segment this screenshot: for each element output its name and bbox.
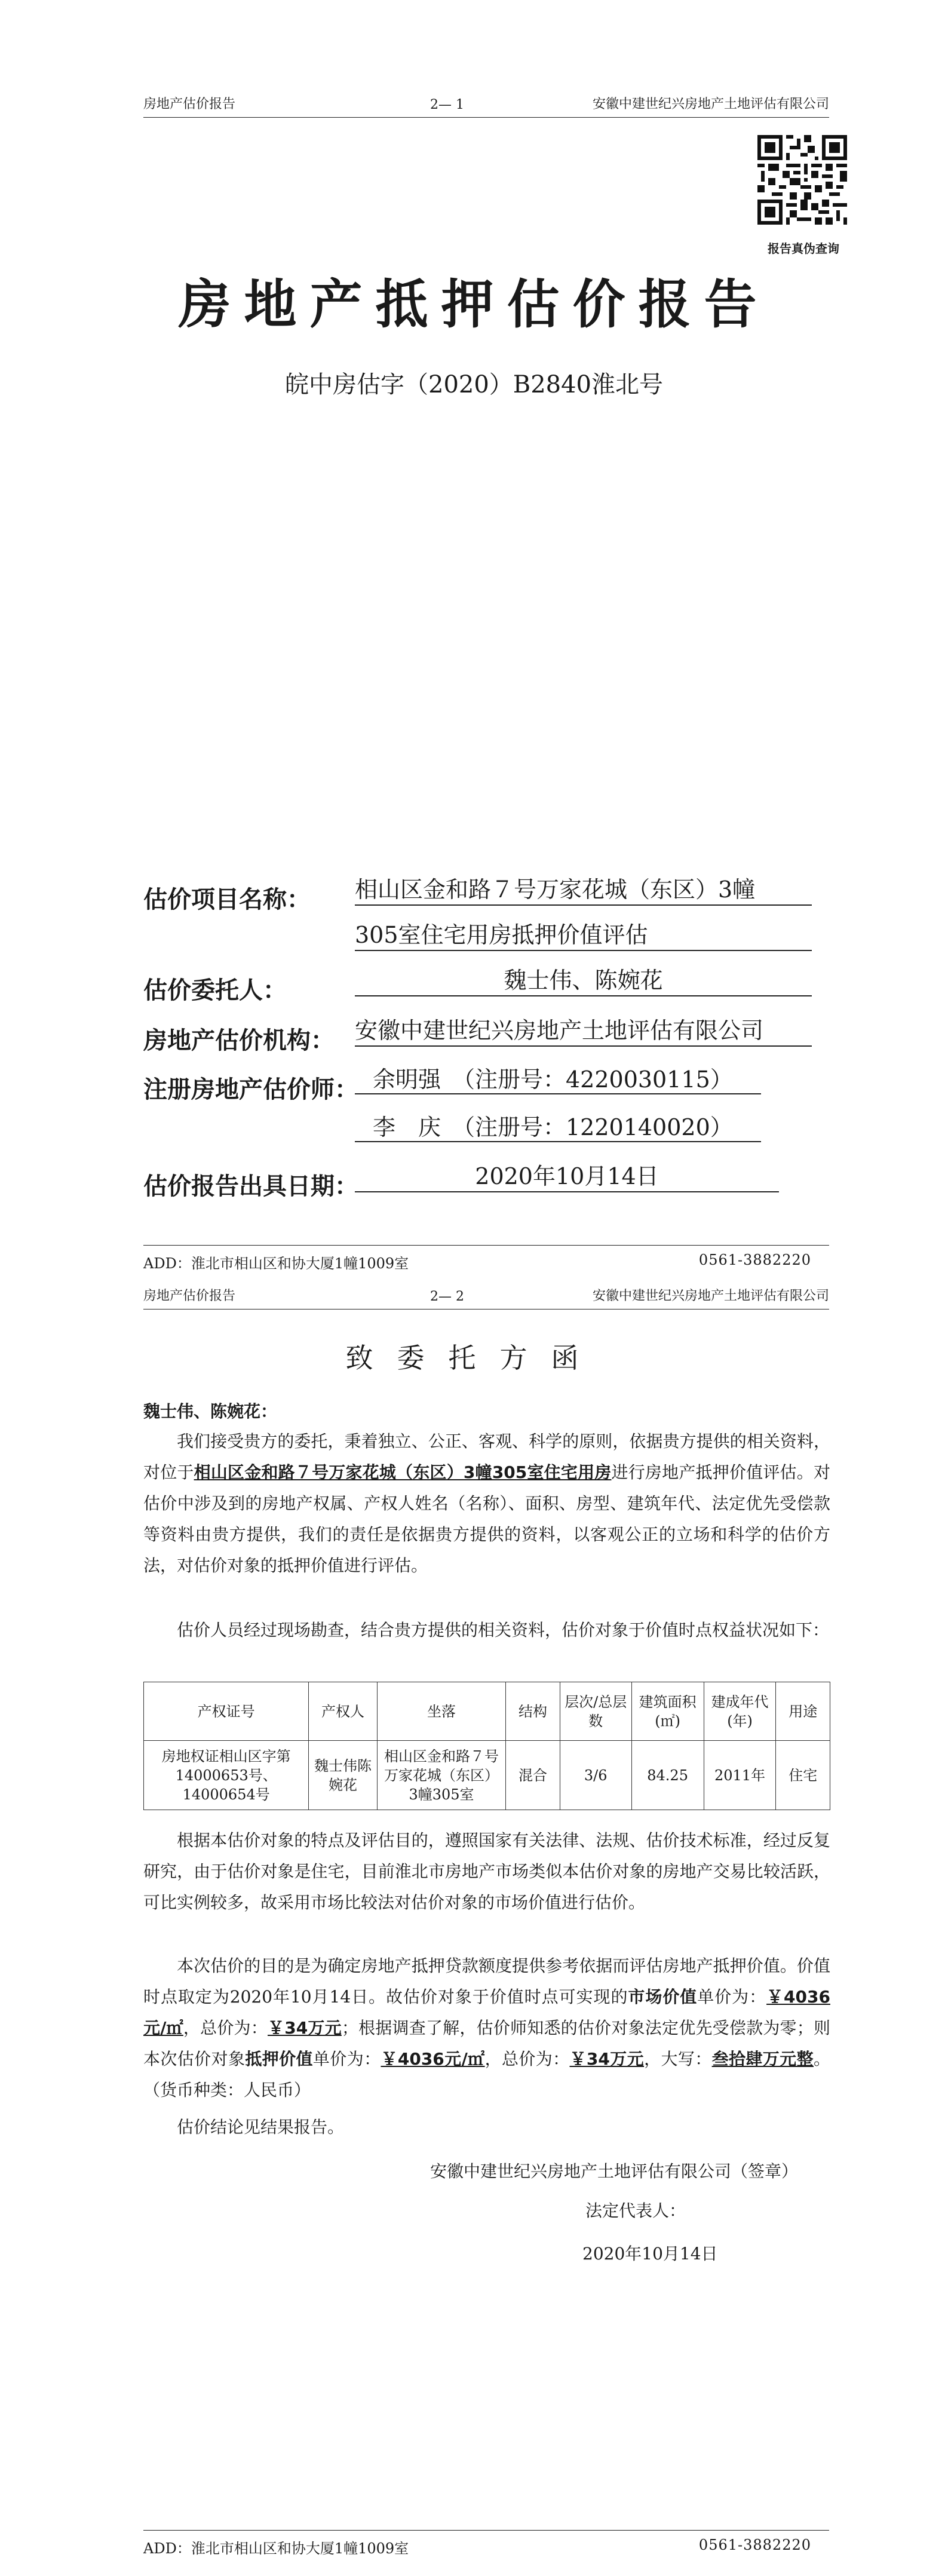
cell-floor: 3/6 — [560, 1741, 631, 1810]
property-address-emphasis: 相山区金和路７号万家花城（东区）3幢305室住宅用房 — [194, 1462, 612, 1482]
header-company: 安徽中建世纪兴房地产土地评估有限公司 — [592, 1289, 829, 1304]
agency-label: 房地产估价机构： — [143, 1027, 335, 1054]
signature-company: 安徽中建世纪兴房地产土地评估有限公司（签章） — [430, 2161, 799, 2181]
report-cover-page — [0, 0, 948, 1287]
cell-owner: 魏士伟陈婉花 — [309, 1741, 377, 1810]
cell-certificate: 房地权证相山区字第14000653号、14000654号 — [144, 1741, 309, 1810]
col-header: 用途 — [776, 1682, 830, 1741]
paragraph-method: 根据本估价对象的特点及评估目的，遵照国家有关法律、法规、估价技术标准，经过反复研究，由于估价对象是住宅，目前淮北市房地产市场类似本估价对象的房地产交易比较活跃，可比实例较多，故采用市场比较法对估价对象的市场价值进行估价。 — [143, 1830, 830, 1912]
page-header — [143, 96, 829, 118]
p4-text: ，总价为： — [183, 2018, 268, 2038]
client-value: 魏士伟、陈婉花 — [355, 965, 812, 996]
project-name-value: 相山区金和路７号万家花城（东区）3幢 — [355, 875, 812, 906]
p4-text: ，大写： — [644, 2049, 712, 2069]
header-left: 房地产估价报告 — [143, 1289, 236, 1304]
project-name-value-line2: 305室住宅用房抵押价值评估 — [355, 920, 812, 951]
agency-value: 安徽中建世纪兴房地产土地评估有限公司 — [355, 1016, 812, 1047]
paragraph-commission — [143, 1426, 830, 1581]
report-title: 房地产抵押估价报告 — [178, 274, 770, 335]
mortgage-unit-price: ￥4036元/㎡ — [381, 2049, 485, 2069]
cell-year: 2011年 — [704, 1741, 776, 1810]
paragraph-conclusion — [143, 1951, 830, 2106]
col-header: 坐落 — [377, 1682, 506, 1741]
letter-title: 致委托方函 — [345, 1342, 603, 1374]
signature-date: 2020年10月14日 — [582, 2244, 718, 2264]
appraiser-2: 李 庆 （注册号：1220140020） — [355, 1112, 761, 1142]
p4-text: 本次估价的目的是为确定房地产抵押贷款额度提供参考依据而评估房地产抵押价值。价值时点取定为2020年10月14日。故估价对象于价值时点可实现的 — [143, 1956, 830, 2007]
footer-phone: 0561-3882220 — [698, 2537, 811, 2553]
market-value-label: 市场价值 — [628, 1987, 698, 2007]
col-header: 建成年代(年) — [704, 1682, 776, 1741]
appraiser-label: 注册房地产估价师： — [143, 1076, 358, 1103]
property-table — [143, 1682, 830, 1810]
paragraph-see-results: 估价结论见结果报告。 — [177, 2117, 345, 2137]
market-unit-price: ￥4036元/㎡ — [143, 1987, 830, 2038]
page-footer — [143, 1245, 829, 1281]
appraiser-1: 余明强 （注册号：4220030115） — [355, 1065, 761, 1094]
table-row — [144, 1741, 830, 1810]
col-header: 产权人 — [309, 1682, 377, 1741]
cell-location: 相山区金和路７号万家花城（东区）3幢305室 — [377, 1741, 506, 1810]
p4-text: ；根据调查了解，估价师知悉的估价对象法定优先受偿款为零；则本次估价对象 — [143, 2018, 830, 2069]
footer-address: ADD：淮北市相山区和协大厦1幢1009室 — [143, 1255, 409, 1272]
signature-legal-rep: 法定代表人： — [585, 2201, 686, 2221]
footer-address: ADD：淮北市相山区和协大厦1幢1009室 — [143, 2540, 409, 2557]
market-total-price: ￥34万元 — [268, 2018, 342, 2038]
header-left: 房地产估价报告 — [143, 97, 236, 112]
col-header: 层次/总层数 — [560, 1682, 631, 1741]
p1-text-rest: 进行房地产抵押价值评估。对估价中涉及到的房地产权属、产权人姓名（名称）、面积、房型、建筑年代、法定优先受偿款等资料由贵方提供，我们的责任是依据贵方提供的资料，以客观公正的立场和科学的估价方法，对估价对象的抵押价值进行评估。 — [143, 1462, 830, 1575]
p4-text: 单价为： — [697, 1987, 767, 2007]
cell-structure: 混合 — [506, 1741, 560, 1810]
mortgage-total-price: ￥34万元 — [569, 2049, 645, 2069]
report-date-label: 估价报告出具日期： — [143, 1173, 358, 1200]
header-company: 安徽中建世纪兴房地产土地评估有限公司 — [592, 97, 829, 112]
mortgage-value-label: 抵押价值 — [245, 2049, 313, 2069]
header-page-number: 2— 2 — [430, 1289, 464, 1304]
p1-text: 我们接受贵方的委托，秉着独立、公正、客观、科学的原则，依据贵方提供的相关资料，对位于 — [143, 1431, 830, 1482]
salutation: 魏士伟、陈婉花： — [143, 1402, 278, 1421]
page-header — [143, 1287, 829, 1310]
page-footer — [143, 2530, 829, 2566]
cell-use: 住宅 — [776, 1741, 830, 1810]
table-header-row — [144, 1682, 830, 1741]
p4-text: ，总价为： — [484, 2049, 570, 2069]
footer-phone: 0561-3882220 — [698, 1252, 811, 1268]
cell-area: 84.25 — [631, 1741, 704, 1810]
report-date-value: 2020年10月14日 — [355, 1161, 779, 1192]
qr-code-icon[interactable] — [757, 135, 847, 225]
paragraph-inspection: 估价人员经过现场勘查，结合贵方提供的相关资料，估价对象于价值时点权益状况如下： — [177, 1620, 830, 1640]
header-page-number: 2— 1 — [430, 97, 464, 112]
document-number: 皖中房估字（2020）B2840淮北号 — [285, 371, 663, 398]
qr-caption: 报告真伪查询 — [768, 241, 839, 256]
project-name-label: 估价项目名称： — [143, 886, 311, 913]
client-label: 估价委托人： — [143, 977, 287, 1004]
col-header: 建筑面积(㎡) — [631, 1682, 704, 1741]
col-header: 产权证号 — [144, 1682, 309, 1741]
amount-in-words: 叁拾肆万元整 — [711, 2049, 814, 2069]
p4-text: 单价为： — [312, 2049, 381, 2069]
p4-text: 。（货币种类：人民币） — [143, 2049, 830, 2100]
col-header: 结构 — [506, 1682, 560, 1741]
client-letter-page — [0, 1287, 948, 2576]
